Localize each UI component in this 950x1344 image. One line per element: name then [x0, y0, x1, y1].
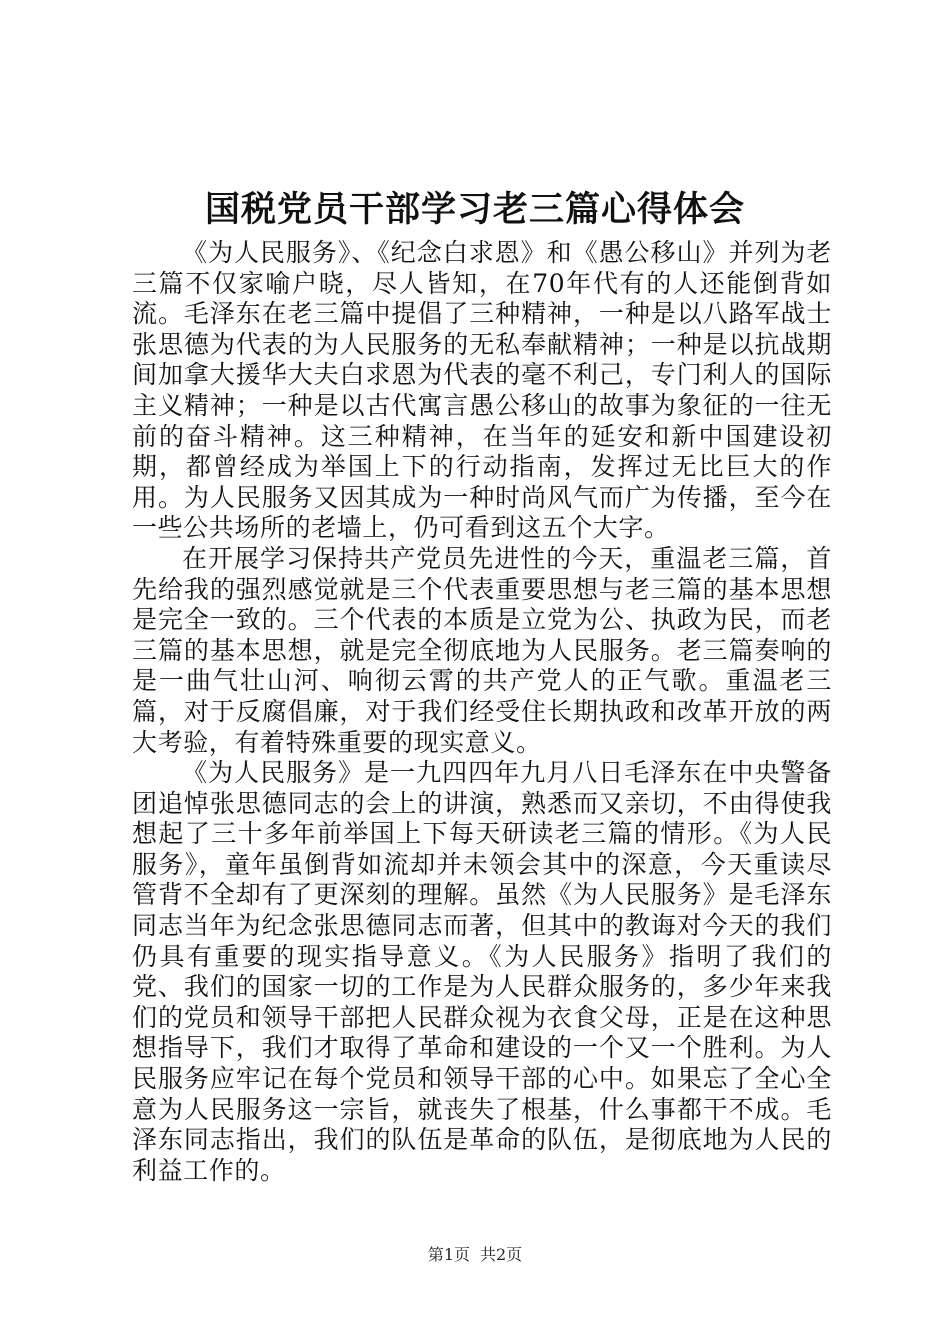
paragraph-3: 《为人民服务》是一九四四年九月八日毛泽东在中央警备团追悼张思德同志的会上的讲演，熟悉而又亲切，不由得使我想起了三十多年前举国上下每天研读老三篇的情形。《为人民服务》，童年虽倒背如流却并未领会其中的深意，今天重读尽管背不全却有了更深刻的理解。虽然《为人民服务》是毛泽东同志当年为纪念张思德同志而著，但其中的教诲对今天的我们仍具有重要的现实指导意义。《为人民服务》指明了我们的党、我们的国家一切的工作是为人民群众服务的，多少年来我们的党员和领导干部把人民群众视为衣食父母，正是在这种思想指导下，我们才取得了革命和建设的一个又一个胜利。为人民服务应牢记在每个党员和领导干部的心中。如果忘了全心全意为人民服务这一宗旨，就丧失了根基，什么事都干不成。毛泽东同志指出，我们的队伍是革命的队伍，是彻底地为人民的利益工作的。 [132, 758, 832, 1185]
document-body [132, 238, 832, 1186]
page-number-current: 第1页 [427, 1245, 470, 1264]
page-footer [0, 1244, 950, 1266]
page-number-total: 共2页 [480, 1245, 523, 1264]
paragraph-2: 在开展学习保持共产党员先进性的今天，重温老三篇，首先给我的强烈感觉就是三个代表重要思想与老三篇的基本思想是完全一致的。三个代表的本质是立党为公、执政为民，而老三篇的基本思想，就是完全彻底地为人民服务。老三篇奏响的是一曲气壮山河、响彻云霄的共产党人的正气歌。重温老三篇，对于反腐倡廉，对于我们经受住长期执政和改革开放的两大考验，有着特殊重要的现实意义。 [132, 543, 832, 757]
document-title: 国税党员干部学习老三篇心得体会 [204, 190, 745, 230]
paragraph-1: 《为人民服务》、《纪念白求恩》和《愚公移山》并列为老三篇不仅家喻户晓，尽人皆知，在70年代有的人还能倒背如流。毛泽东在老三篇中提倡了三种精神，一种是以八路军战士张思德为代表的为人民服务的无私奉献精神；一种是以抗战期间加拿大援华大夫白求恩为代表的毫不利己，专门利人的国际主义精神；一种是以古代寓言愚公移山的故事为象征的一往无前的奋斗精神。这三种精神，在当年的延安和新中国建设初期，都曾经成为举国上下的行动指南，发挥过无比巨大的作用。为人民服务又因其成为一种时尚风气而广为传播，至今在一些公共场所的老墙上，仍可看到这五个大字。 [132, 238, 832, 543]
